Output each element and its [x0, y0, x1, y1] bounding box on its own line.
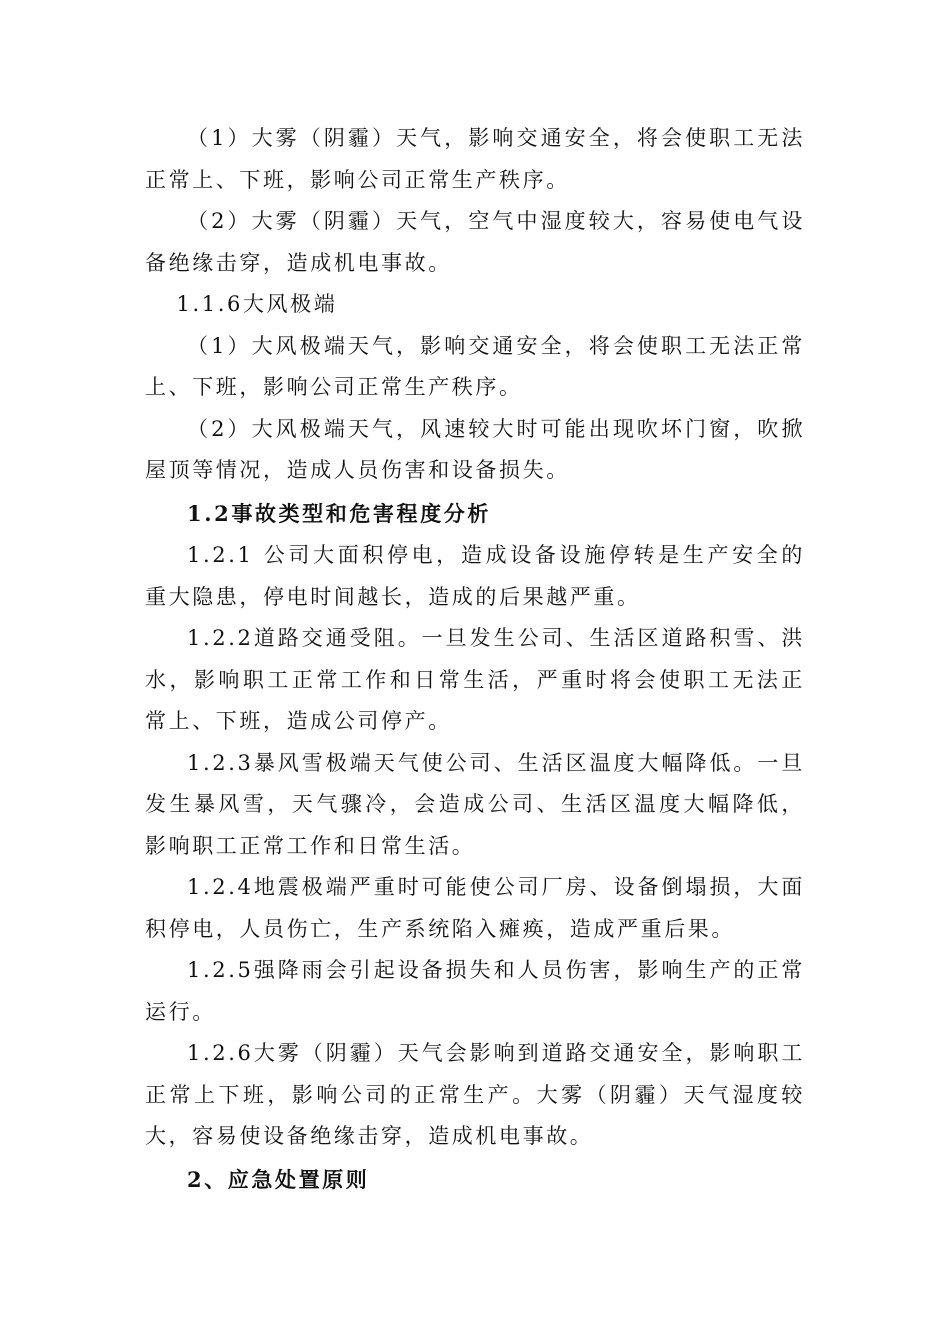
paragraph-wind-1: （1）大风极端天气，影响交通安全，将会使职工无法正常上、下班，影响公司正常生产秩序。	[145, 333, 805, 399]
section-heading-1-2: 1.2事故类型和危害程度分析	[187, 500, 491, 526]
paragraph-1-2-1: 1.2.1 公司大面积停电，造成设备设施停转是生产安全的重大隐患，停电时间越长，造成的后果越严重。	[145, 543, 805, 609]
paragraph-1-2-5: 1.2.5强降雨会引起设备损失和人员伤害，影响生产的正常运行。	[145, 958, 805, 1024]
section-heading-2: 2、应急处置原则	[187, 1166, 370, 1192]
paragraph-1-2-6: 1.2.6大雾（阴霾）天气会影响到道路交通安全，影响职工正常上下班，影响公司的正常生产。大雾（阴霾）天气湿度较大，容易使设备绝缘击穿，造成机电事故。	[145, 1041, 805, 1148]
paragraph-wind-2: （2）大风极端天气，风速较大时可能出现吹坏门窗，吹掀屋顶等情况，造成人员伤害和设备损失。	[145, 416, 805, 482]
paragraph-fog-2: （2）大雾（阴霾）天气，空气中湿度较大，容易使电气设备绝缘击穿，造成机电事故。	[145, 209, 805, 275]
document-body	[145, 118, 805, 1201]
subheading-wind: 1.1.6大风极端	[176, 292, 338, 316]
paragraph-1-2-2: 1.2.2道路交通受阻。一旦发生公司、生活区道路积雪、洪水，影响职工正常工作和日常生活，严重时将会使职工无法正常上、下班，造成公司停产。	[145, 626, 805, 733]
paragraph-1-2-4: 1.2.4地震极端严重时可能使公司厂房、设备倒塌损，大面积停电，人员伤亡，生产系统陷入瘫痪，造成严重后果。	[145, 875, 805, 941]
paragraph-fog-1: （1）大雾（阴霾）天气，影响交通安全，将会使职工无法正常上、下班，影响公司正常生产秩序。	[145, 126, 805, 192]
paragraph-1-2-3: 1.2.3暴风雪极端天气使公司、生活区温度大幅降低。一旦发生暴风雪，天气骤冷，会造成公司、生活区温度大幅降低，影响职工正常工作和日常生活。	[145, 750, 805, 858]
